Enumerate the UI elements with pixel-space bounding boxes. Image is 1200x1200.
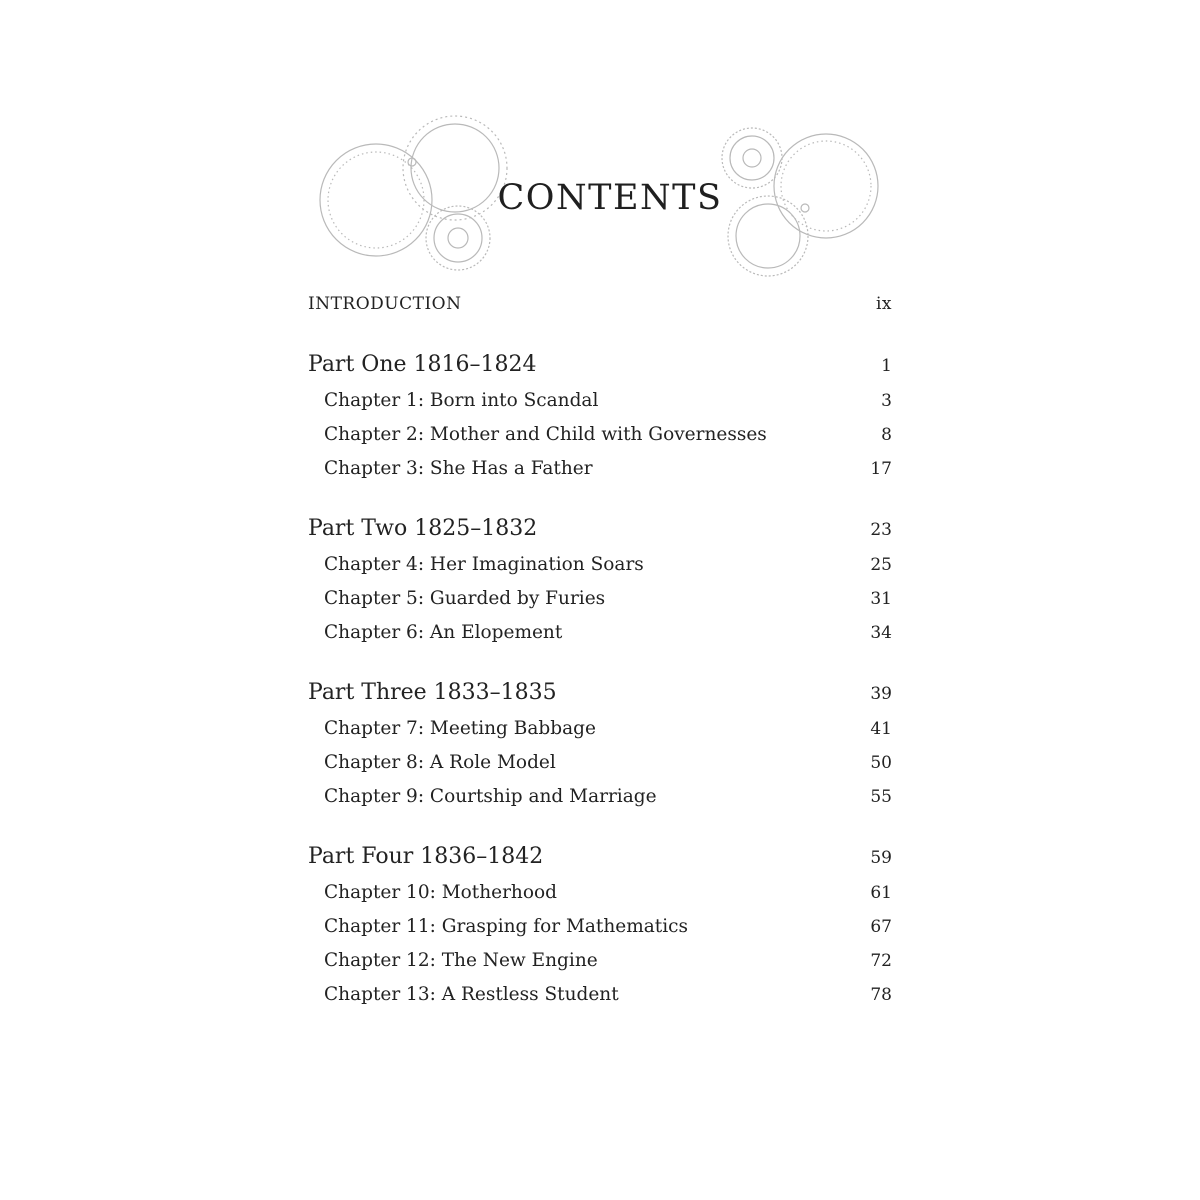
chapter-page: 17 — [870, 459, 892, 479]
chapter-page: 3 — [881, 391, 892, 411]
chapter-page: 78 — [870, 985, 892, 1005]
chapter-page: 41 — [870, 719, 892, 739]
part-page: 59 — [870, 848, 892, 868]
part-heading — [308, 352, 892, 377]
part-title: Part One 1816–1824 — [308, 352, 537, 377]
chapter-page: 61 — [870, 883, 892, 903]
chapter-entry — [324, 786, 892, 807]
chapter-title: Chapter 10: Motherhood — [324, 882, 557, 903]
chapter-entry — [324, 916, 892, 937]
chapter-page: 34 — [870, 623, 892, 643]
chapter-title: Chapter 3: She Has a Father — [324, 458, 593, 479]
part-page: 1 — [881, 356, 892, 376]
chapter-entry — [324, 424, 892, 445]
chapter-title: Chapter 7: Meeting Babbage — [324, 718, 596, 739]
chapter-entry — [324, 588, 892, 609]
part-page: 23 — [870, 520, 892, 540]
chapter-entry — [324, 390, 892, 411]
page-title: CONTENTS — [497, 178, 723, 218]
chapter-entry — [324, 752, 892, 773]
part-heading — [308, 680, 892, 705]
chapter-page: 8 — [881, 425, 892, 445]
chapter-page: 72 — [870, 951, 892, 971]
part-heading — [308, 516, 892, 541]
chapter-title: Chapter 1: Born into Scandal — [324, 390, 599, 411]
chapter-entry — [324, 622, 892, 643]
chapter-title: Chapter 11: Grasping for Mathematics — [324, 916, 689, 937]
chapter-entry — [324, 882, 892, 903]
introduction-page: ix — [875, 294, 892, 314]
chapter-title: Chapter 5: Guarded by Furies — [324, 588, 606, 609]
chapter-page: 50 — [870, 753, 892, 773]
part-title: Part Three 1833–1835 — [308, 680, 557, 705]
chapter-page: 67 — [870, 917, 892, 937]
chapter-title: Chapter 2: Mother and Child with Governesses — [324, 424, 767, 445]
part-title: Part Four 1836–1842 — [308, 844, 544, 869]
chapter-title: Chapter 13: A Restless Student — [324, 984, 619, 1005]
gear-ornament — [0, 0, 1200, 320]
chapter-title: Chapter 8: A Role Model — [324, 752, 556, 773]
chapter-entry — [324, 950, 892, 971]
toc-introduction — [308, 294, 892, 314]
chapter-page: 31 — [870, 589, 892, 609]
part-page: 39 — [870, 684, 892, 704]
chapter-page: 55 — [870, 787, 892, 807]
chapter-title: Chapter 12: The New Engine — [324, 950, 598, 971]
chapter-title: Chapter 9: Courtship and Marriage — [324, 786, 657, 807]
chapter-entry — [324, 554, 892, 575]
chapter-page: 25 — [870, 555, 892, 575]
chapter-entry — [324, 458, 892, 479]
introduction-label: INTRODUCTION — [308, 294, 462, 314]
chapter-title: Chapter 4: Her Imagination Soars — [324, 554, 644, 575]
chapter-entry — [324, 984, 892, 1005]
chapter-title: Chapter 6: An Elopement — [324, 622, 563, 643]
part-title: Part Two 1825–1832 — [308, 516, 538, 541]
chapter-entry — [324, 718, 892, 739]
part-heading — [308, 844, 892, 869]
